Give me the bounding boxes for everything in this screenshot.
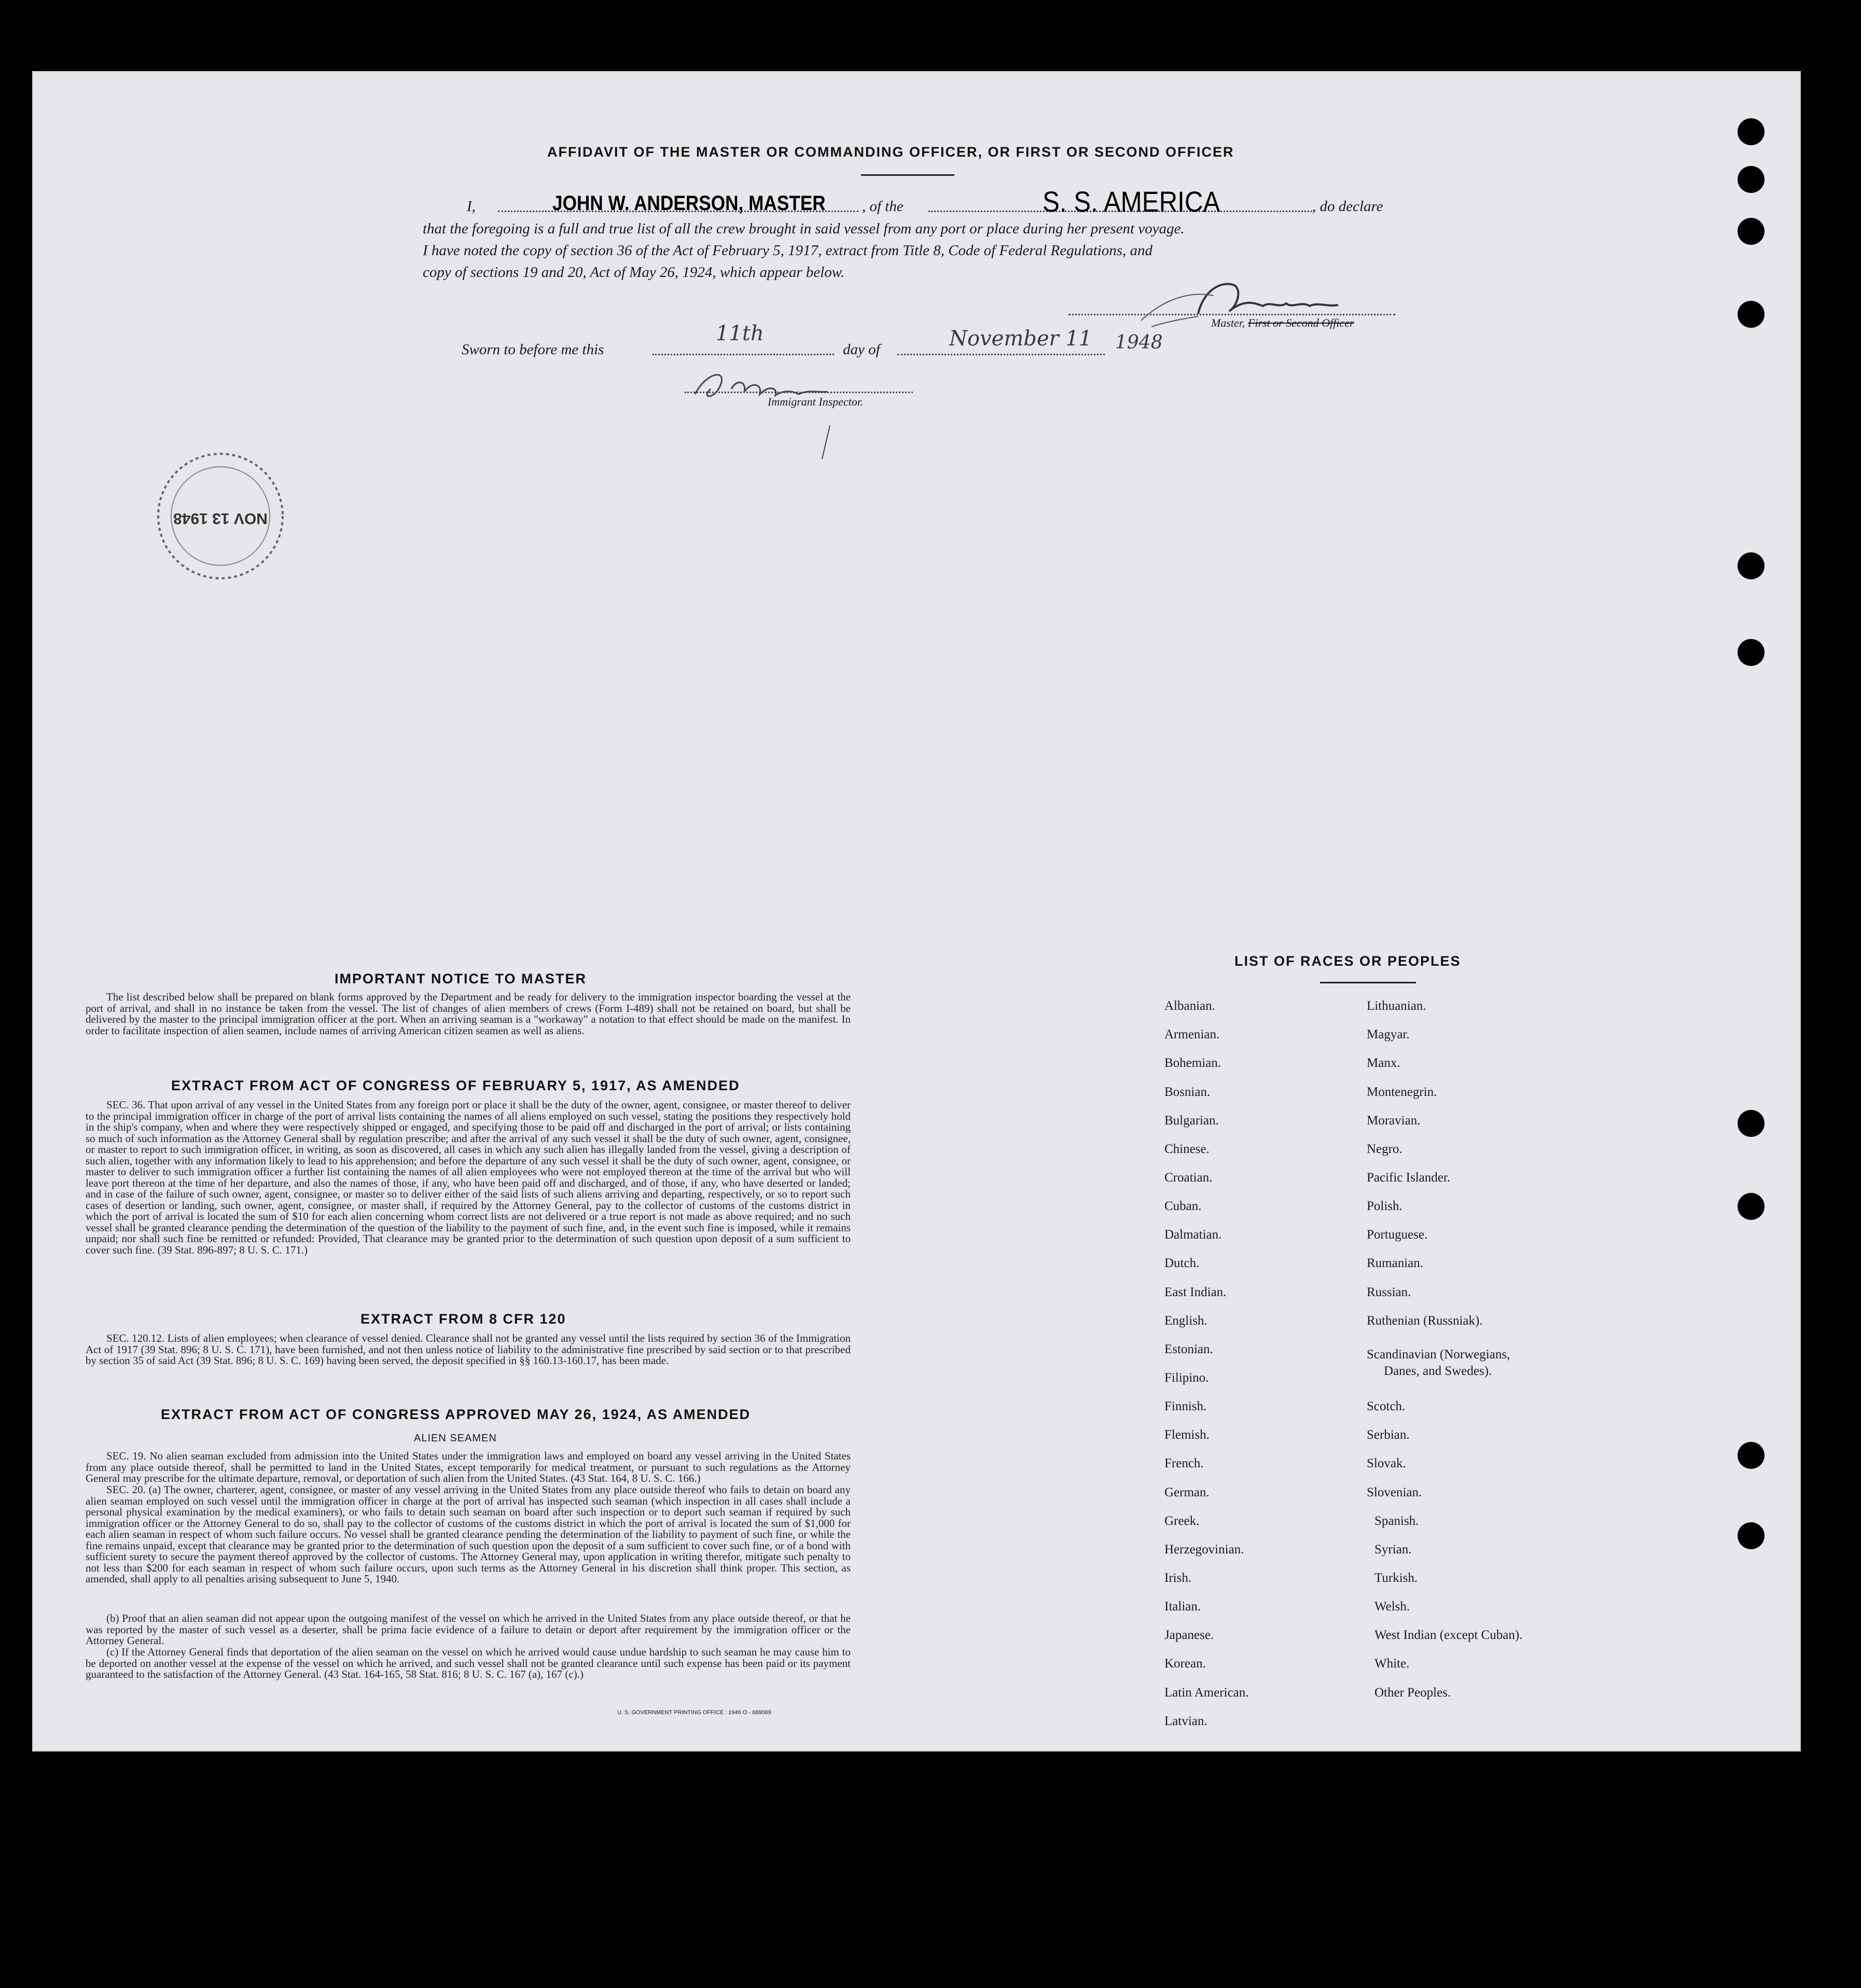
extract-1917-text: SEC. 36. That upon arrival of any vessel in the United States from any foreign port or place it shall be the duty of the owner, agent, consignee, or master thereof to deliver to the principal immigration officer in charge of the port of arrival lists containing the names of all aliens employed on such vessel, stating the positions they respectively hold in the ship's company, when and where they were respectively shipped or engaged, and specifying those to be paid off and discharged in the port of arrival; or lists containing so much of such information as the Attorney General shall by regulation prescribe; and after the arrival of any such vessel it shall be the duty of such owner, agent, consignee, or master to report to such immigration officer, in writing, as soon as discovered, all cases in which any such alien has illegally landed from the vessel, giving a description of such alien, together with any information likely to lead to his apprehension; and before the departure of any such vessel it shall be the duty of such owner, agent, consignee, or master to deliver to such immigration officer a further list containing the names of all alien employees who were not employed thereon at the time of the arrival but who will leave port thereon at the time of her departure, and also the names of those, if any, who have been paid off and discharged, and of those, if any, who have deserted or landed; and in case of the failure of such owner, agent, consignee, or master so to deliver either of the said lists of such aliens arriving and departing, respectively, or so to report such cases of desertion or landing, such owner, agent, consignee, or master shall, if required by the Attorney General, pay to the collector of customs of the customs district in which the port of arrival is located the sum of $10 for each alien concerning whom correct lists are not delivered or a true report is not made as above required; and no such vessel shall be granted clearance pending the determination of the question of the liability to the payment of such fine, and, in the event such fine is imposed, while it remains unpaid; nor shall such fine be remitted or refunded: Provided, That clearance may be granted prior to the determination of such question upon deposit of a sum sufficient to cover such fine. (39 Stat. 896-897; 8 U. S. C. 171.) <box>86 1099 851 1256</box>
inspector-signature <box>685 363 871 462</box>
do-declare-label: , do declare <box>1312 198 1383 215</box>
race-item: Manx. <box>1367 1056 1400 1070</box>
day-of-label: day of <box>843 341 880 358</box>
affidavit-line-2: that the foregoing is a full and true list of all the crew brought in said vessel from any port or place during her present voyage. <box>423 220 1185 237</box>
extract-1924-sec20c: (c) If the Attorney General finds that deportation of the alien seaman on the vessel on which he arrived would cause undue hardship to such seaman he may cause him to be deported on another vessel at the expense of the vessel on which he arrived, and such vessel shall not be granted clearance until such expense has been paid or its payment guaranteed to the satisfaction of the Attorney General. (43 Stat. 164-165, 58 Stat. 816; 8 U. S. C. 167 (a), 167 (c).) <box>86 1646 851 1680</box>
race-item: Lithuanian. <box>1367 999 1426 1013</box>
extract-1924-sec19: SEC. 19. No alien seaman excluded from admission into the United States under the immigration laws and employed on board any vessel arriving in the United States from any place outside thereof, shall be permitted to land in the United States, except temporarily for medical treatment, or pursuant to such regulations as the Attorney General may prescribe for the ultimate departure, removal, or deportation of such alien from the United States. (43 Stat. 164, 8 U. S. C. 166.) <box>86 1450 851 1484</box>
extract-cfr-title: EXTRACT FROM 8 CFR 120 <box>360 1311 566 1327</box>
race-item: Other Peoples. <box>1374 1686 1451 1700</box>
extract-1924-title: EXTRACT FROM ACT OF CONGRESS APPROVED MAY 26, 1924, AS AMENDED <box>161 1407 751 1422</box>
punch-hole <box>1738 1193 1765 1220</box>
race-item: Cuban. <box>1164 1199 1202 1213</box>
sworn-month-line <box>897 354 1105 355</box>
extract-1924-sec20b: (b) Proof that an alien seaman did not appear upon the outgoing manifest of the vessel on which he arrived in the United States from any place outside thereof, or that he was reported by the master of such vessel as a deserter, shall be prima facie evidence of a failure to detain or deport after requirement by the immigration officer or the Attorney General. <box>86 1612 851 1647</box>
race-item: Ruthenian (Russniak). <box>1367 1314 1483 1328</box>
of-the-label: , of the <box>862 198 904 215</box>
punch-hole <box>1738 639 1765 666</box>
sworn-day-line <box>652 354 834 355</box>
race-item: Chinese. <box>1164 1142 1210 1156</box>
struck-officer-text: First or Second Officer <box>1247 316 1354 329</box>
race-item: Negro. <box>1367 1142 1402 1156</box>
race-item: Japanese. <box>1164 1628 1214 1642</box>
i-label: I, <box>467 198 476 215</box>
race-item: Latvian. <box>1164 1714 1207 1728</box>
extract-1924-subtitle: ALIEN SEAMEN <box>414 1433 497 1444</box>
notice-title: IMPORTANT NOTICE TO MASTER <box>335 971 587 986</box>
race-item: West Indian (except Cuban). <box>1374 1628 1523 1642</box>
race-item: Magyar. <box>1367 1027 1410 1041</box>
races-title-rule <box>1320 982 1416 983</box>
race-item: French. <box>1164 1456 1204 1470</box>
race-item: Spanish. <box>1374 1514 1419 1528</box>
race-item: Greek. <box>1164 1514 1200 1528</box>
punch-hole <box>1738 166 1765 193</box>
race-item: Serbian. <box>1367 1428 1410 1442</box>
vessel-name: S. S. AMERICA <box>1043 185 1220 218</box>
affidavit-title: AFFIDAVIT OF THE MASTER OR COMMANDING OFFICER, OR FIRST OR SECOND OFFICER <box>547 144 1234 160</box>
inspector-line <box>685 392 913 393</box>
race-item: Dutch. <box>1164 1256 1200 1270</box>
races-title: LIST OF RACES OR PEOPLES <box>1234 953 1461 969</box>
master-caption <box>1211 316 1354 330</box>
extract-1917-title: EXTRACT FROM ACT OF CONGRESS OF FEBRUARY 5, 1917, AS AMENDED <box>171 1078 740 1093</box>
sworn-day: 11th <box>716 322 764 345</box>
race-item: Danes, and Swedes). <box>1384 1364 1492 1378</box>
sworn-label: Sworn to before me this <box>462 341 604 358</box>
printer-imprint: U. S. GOVERNMENT PRINTING OFFICE : 1946 O - 689069 <box>617 1709 771 1716</box>
race-item: Herzegovinian. <box>1164 1542 1244 1556</box>
race-item: Estonian. <box>1164 1342 1213 1356</box>
race-item: Slovak. <box>1367 1456 1406 1470</box>
race-item: Syrian. <box>1374 1542 1412 1556</box>
affidavit-line-3: I have noted the copy of section 36 of the Act of February 5, 1917, extract from Title 8, Code of Federal Regulations, and <box>423 242 1153 259</box>
race-item: Pacific Islander. <box>1367 1171 1451 1185</box>
race-item: Filipino. <box>1164 1371 1209 1385</box>
race-item: Bohemian. <box>1164 1056 1221 1070</box>
sworn-month: November 11 <box>949 327 1092 351</box>
affidavit-line-4: copy of sections 19 and 20, Act of May 26, 1924, which appear below. <box>423 264 845 281</box>
punch-hole <box>1738 301 1765 328</box>
notice-text: The list described below shall be prepared on blank forms approved by the Department and be ready for delivery to the immigration inspector boarding the vessel at the port of arrival, and shall in no instance be taken from the vessel. The list of changes of alien members of crews (Form I-489) shall not be retained on board, but shall be delivered by the master to the principal immigration officer at the port. When an arriving seaman is a "workaway" a notation to that effect should be made on the manifest. In order to facilitate inspection of alien seamen, include names of arriving American citizen seamen as well as aliens. <box>86 991 851 1037</box>
punch-hole <box>1738 552 1765 579</box>
punch-hole <box>1738 218 1765 245</box>
race-item: Croatian. <box>1164 1171 1213 1185</box>
race-item: Bosnian. <box>1164 1085 1211 1099</box>
race-item: Welsh. <box>1374 1600 1410 1614</box>
inspector-caption: Immigrant Inspector. <box>768 395 864 408</box>
race-item: Dalmatian. <box>1164 1228 1222 1242</box>
race-item: Turkish. <box>1374 1571 1418 1585</box>
master-name: JOHN W. ANDERSON, MASTER <box>552 192 826 215</box>
race-item: Italian. <box>1164 1600 1201 1614</box>
received-stamp <box>150 446 290 586</box>
punch-hole <box>1738 1522 1765 1549</box>
race-item: Irish. <box>1164 1571 1192 1585</box>
race-item: Moravian. <box>1367 1114 1421 1128</box>
title-rule <box>861 174 954 176</box>
master-signature-line <box>1068 314 1395 315</box>
race-item: English. <box>1164 1314 1207 1328</box>
master-caption-text: Master, <box>1211 316 1245 329</box>
punch-hole <box>1738 1110 1765 1137</box>
race-item: East Indian. <box>1164 1285 1227 1299</box>
sworn-year: 1948 <box>1115 332 1163 353</box>
race-item: Montenegrin. <box>1367 1085 1437 1099</box>
race-item: White. <box>1374 1657 1410 1671</box>
race-item: Albanian. <box>1164 999 1215 1013</box>
stamp-date: NOV 13 1948 <box>173 510 268 527</box>
race-item: Slovenian. <box>1367 1485 1422 1499</box>
race-item: Latin American. <box>1164 1686 1249 1700</box>
race-item: Polish. <box>1367 1199 1402 1213</box>
extract-1924-sec20a: SEC. 20. (a) The owner, charterer, agent, consignee, or master of any vessel arriving in the United States from any place outside thereof who fails to detain on board any alien seaman employed on such vessel until the immigration officer in charge at the port of arrival has inspected such seaman (which inspection in all cases shall include a personal physical examination by the medical examiners), or who fails to detain such seaman on board after such inspection or to deport such seaman if required by such immigration officer or the Attorney General to do so, shall pay to the collector of customs of the customs district in which the port of arrival is located the sum of $1,000 for each alien seaman in respect of whom such failure occurs. No vessel shall be granted clearance pending the determination of the liability to payment of such fine, or while the fine remains unpaid, except that clearance may be granted prior to the determination of such question upon the deposit of a sum sufficient to cover such fine, or of a bond with sufficient surety to secure the payment thereof approved by the collector of customs. The Attorney General may, upon application in writing therefor, mitigate such penalty to not less than $200 for each seaman in respect of whom such failure occurs, upon such terms as the Attorney General in his discretion shall think proper. This section, as amended, shall apply to all penalties arising subsequent to June 5, 1940. <box>86 1483 851 1585</box>
race-item: Bulgarian. <box>1164 1114 1219 1128</box>
punch-hole <box>1738 1442 1765 1469</box>
race-item: Portuguese. <box>1367 1228 1428 1242</box>
extract-cfr-text: SEC. 120.12. Lists of alien employees; when clearance of vessel denied. Clearance shall not be granted any vessel until the lists required by section 36 of the Immigration Act of 1917 (39 Stat. 896; 8 U. S. C. 171), have been furnished, and not then unless notice of liability to the administrative fine prescribed by said section or to that prescribed by section 35 of said Act (39 Stat. 896; 8 U. S. C. 169) having been served, the deposit specified in §§ 160.13-160.17, has been made. <box>86 1332 851 1367</box>
punch-hole <box>1738 118 1765 145</box>
race-item: German. <box>1164 1485 1210 1499</box>
race-item: Finnish. <box>1164 1399 1207 1413</box>
race-item: Armenian. <box>1164 1027 1220 1041</box>
race-item: Scotch. <box>1367 1399 1406 1413</box>
race-item: Scandinavian (Norwegians, <box>1367 1347 1510 1361</box>
race-item: Russian. <box>1367 1285 1411 1299</box>
race-item: Flemish. <box>1164 1428 1210 1442</box>
race-item: Rumanian. <box>1367 1256 1424 1270</box>
race-item: Korean. <box>1164 1657 1206 1671</box>
